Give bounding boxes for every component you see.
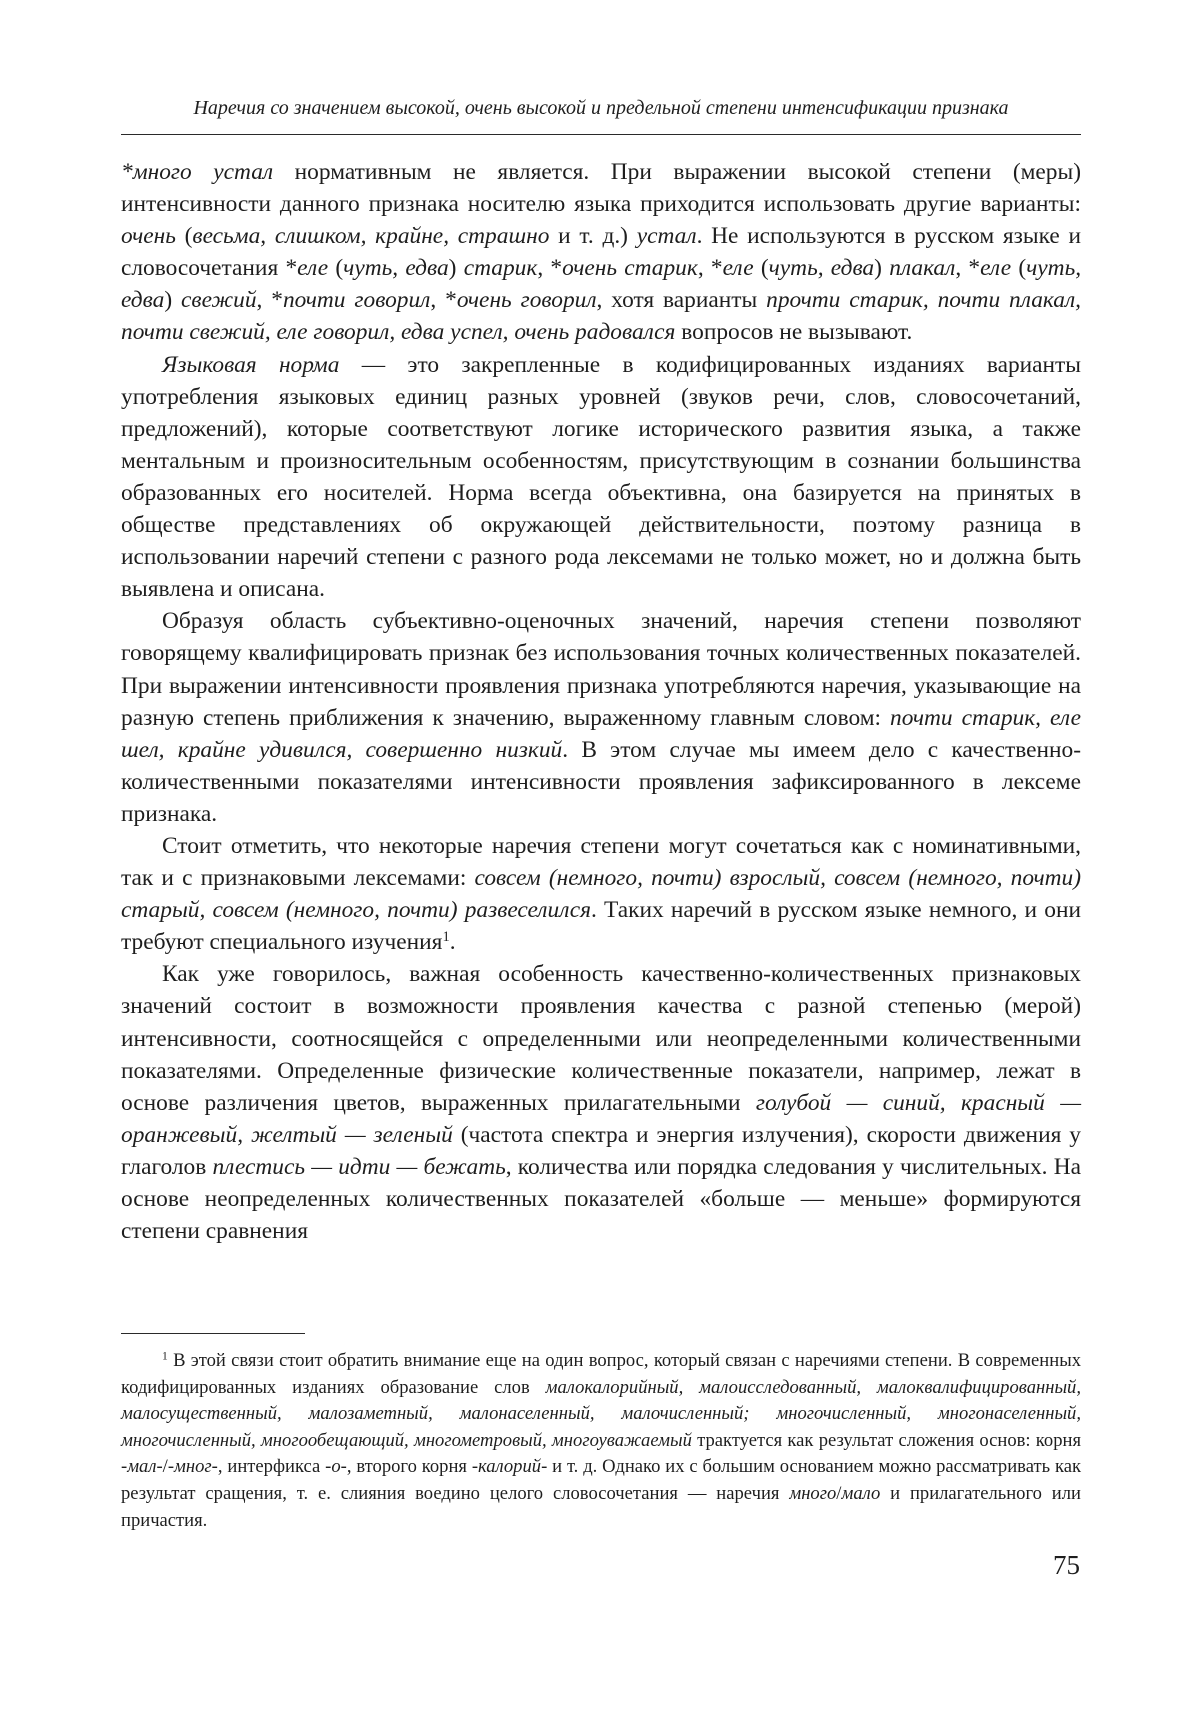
header-rule: [121, 134, 1081, 135]
italic-run: чуть, едва: [343, 255, 449, 282]
main-text: [121, 156, 1081, 1247]
text-run: В этой связи стоит обратить внимание еще на один вопрос, который связан с наречиями степени. В современных кодифицированных изданиях образование слов: [121, 1350, 1081, 1398]
paragraph-2: [121, 349, 1081, 606]
text-run: (: [753, 255, 769, 282]
text-run: Образуя область субъективно-оценочных значений, наречия степени позволяют говорящему квалифицировать признак без использования точных количественных показателей. При выражении интенсивности проявления признака употребляются наречия, указывающие на разную степень приближения к значению, выраженному главным словом:: [121, 608, 1081, 731]
italic-run: еле: [297, 255, 329, 282]
footnote-rule: [121, 1333, 305, 1334]
paragraph-5: [121, 958, 1081, 1247]
text-run: , *: [430, 287, 457, 314]
text-run: Как уже говорилось, важная особенность качественно-количественных признаковых значений состоит в возможности проявления качества с разной степенью (мерой) интенсивности, соотносящейся с определенными или неопределенными количественными показателями. Определенные физические количественные показатели, например, лежат в основе различения цветов, выраженных прилагательными: [121, 961, 1081, 1116]
text-run: , *: [697, 255, 723, 282]
italic-run: еле: [980, 255, 1012, 282]
text-run: , *: [955, 255, 981, 282]
italic-run: еле: [722, 255, 754, 282]
footnote-reference: 1: [442, 929, 450, 946]
italic-run: очень: [121, 223, 176, 250]
footnote-body: [121, 1350, 1081, 1531]
text-run: . Не используются в русском языке и словосочетания *: [121, 223, 1082, 282]
text-run: нормативным не является. При выражении высокой степени (меры) интенсивности данного признака носителю языка приходится использовать другие варианты:: [121, 159, 1081, 218]
italic-run: голубой — синий, красный — оранжевый, желтый — зеленый: [121, 1089, 1081, 1148]
italic-run: прочти старик, почти плакал, почти свежий, еле говорил, едва успел, очень радовался: [121, 287, 1082, 346]
italic-run: старик: [463, 255, 538, 282]
text-run: (: [328, 255, 344, 282]
italic-run: чуть, едва: [768, 255, 875, 282]
page-number: 75: [1053, 1550, 1080, 1580]
paragraph-3: [121, 605, 1081, 830]
text-run: вопросов не вызывают.: [675, 319, 913, 346]
italic-run: весьма, слишком, крайне, страшно: [192, 223, 550, 250]
italic-run: плестись — идти — бежать: [212, 1153, 506, 1180]
text-run: и прилагательного или причастия.: [121, 1482, 1081, 1531]
italic-run: малокалорийный, малоисследованный, малоквалифицированный, малосущественный, малозаметный, малонаселенный, малочисленный; многочисленный, многонаселенный, многочисленный, многообещающий, многометровый, многоуважаемый: [121, 1376, 1081, 1451]
text-run: (: [1011, 255, 1027, 282]
text-run: и т. д.): [549, 223, 637, 250]
footnote-text: [121, 1348, 1081, 1534]
text-run: . Таких наречий в русском языке немного, и они требуют специального изучения: [121, 897, 1081, 956]
text-run: . В этом случае мы имеем дело с качественно-количественными показателями интенсивности проявления зафиксированного в лексеме признака.: [121, 736, 1082, 827]
italic-run: чуть, едва: [121, 255, 1082, 314]
text-run: ): [874, 255, 890, 282]
italic-run: мало: [841, 1482, 881, 1504]
text-run: /: [162, 1456, 168, 1478]
text-run: , *: [256, 287, 283, 314]
text-run: , хотя варианты: [596, 287, 767, 314]
italic-run: *много устал: [121, 159, 274, 185]
italic-run: совсем (немного, почти) взрослый, совсем (немного, почти) старый, совсем (немного, почти) развеселился: [121, 865, 1081, 924]
text-run: , количества или порядка следования у числительных. На основе неопределенных количественных показателей «больше — меньше» формируются степени сравнения: [121, 1153, 1081, 1245]
text-run: трактуется как результат сложения основ: корня: [691, 1429, 1081, 1451]
italic-run: -калорий-: [471, 1456, 548, 1478]
italic-run: свежий: [181, 287, 257, 314]
italic-run: почти говорил: [282, 287, 431, 314]
italic-run: много: [789, 1482, 837, 1504]
text-run: , *: [537, 255, 563, 282]
running-header: Наречия со значением высокой, очень высокой и предельной степени интенсификации признака: [193, 97, 1009, 119]
italic-run: устал: [636, 223, 697, 250]
footnote-marker: 1: [162, 1350, 168, 1363]
text-run: Стоит отметить, что некоторые наречия степени могут сочетаться как с номинативными, так и с признаковыми лексемами:: [121, 832, 1081, 892]
text-run: , второго корня: [346, 1456, 472, 1478]
italic-run: Языковая норма: [162, 351, 340, 378]
italic-run: -мал-: [121, 1456, 163, 1478]
text-run: ): [164, 287, 182, 314]
text-run: /: [836, 1482, 842, 1504]
italic-run: плакал: [889, 255, 956, 282]
italic-run: очень говорил: [456, 287, 597, 314]
text-run: и т. д. Однако их с большим основанием можно рассматривать как результат сращения, т. е. слияния воедино целого словосочетания — наречия: [121, 1456, 1081, 1504]
text-run: .: [449, 929, 456, 956]
italic-run: -о-: [325, 1456, 347, 1478]
italic-run: очень старик: [562, 255, 698, 282]
text-run: (частота спектра и энергия излучения), скорости движения у глаголов: [121, 1121, 1081, 1180]
italic-run: почти старик, еле шел, крайне удивился, совершенно низкий: [121, 704, 1081, 763]
paragraph-1: [121, 156, 1081, 349]
text-run: , интерфикса: [217, 1456, 326, 1478]
footnote: [121, 1348, 1081, 1534]
italic-run: -мног-: [167, 1456, 218, 1478]
text-run: ): [448, 255, 464, 282]
paragraph-4: [121, 830, 1081, 958]
text-run: (: [175, 223, 193, 250]
text-run: — это закрепленные в кодифицированных изданиях варианты употребления языковых единиц разных уровней (звуков речи, слов, словосочетаний, предложений), которые соответствуют логике исторического развития языка, а также ментальным и произносительным особенностям, присутствующим в сознании большинства образованных его носителей. Норма всегда объективна, она базируется на принятых в обществе представлениях об окружающей действительности, поэтому разница в использовании наречий степени с разного рода лексемами не только может, но и должна быть выявлена и описана.: [121, 351, 1081, 603]
